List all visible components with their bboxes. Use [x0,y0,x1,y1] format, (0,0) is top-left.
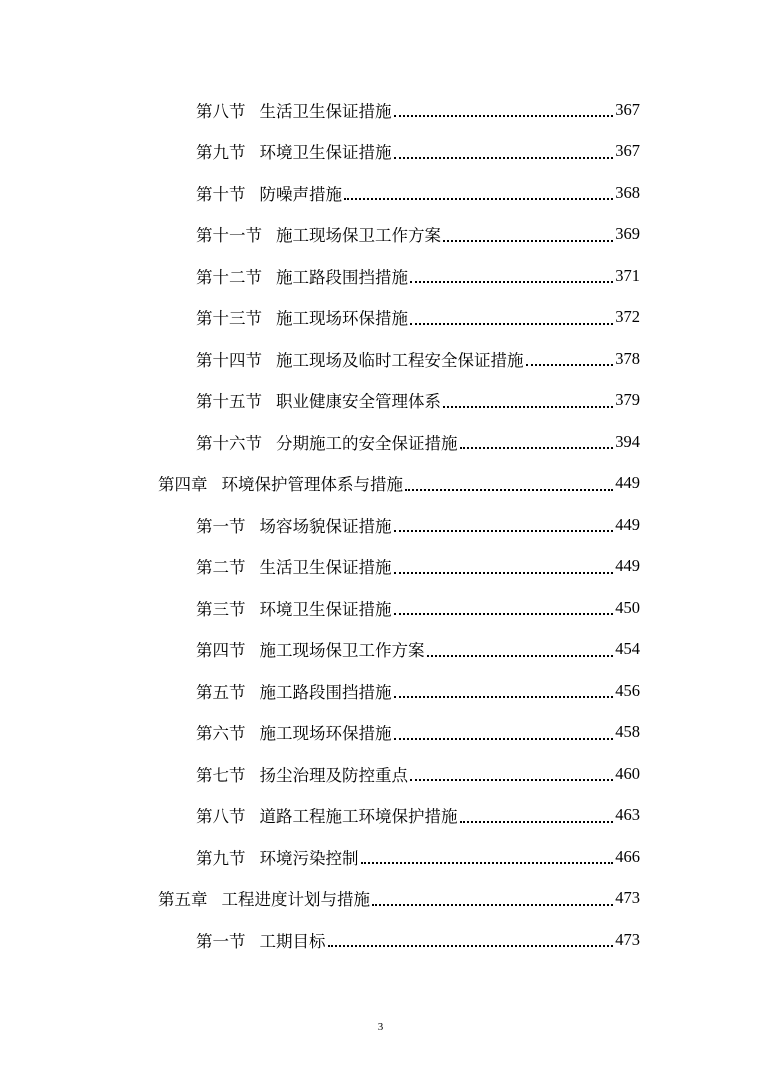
toc-entry[interactable] [0,214,640,256]
toc-entry[interactable] [0,712,640,754]
toc-leader-dots [405,488,613,491]
toc-entry-page: 473 [615,888,640,908]
toc-leader-dots [394,571,614,574]
toc-entry[interactable] [0,504,640,546]
toc-entry-title: 施工现场环保措施 [276,309,408,329]
toc-leader-dots [394,612,614,615]
toc-chapter-entry[interactable] [0,878,640,920]
toc-entry-title: 施工现场环保措施 [259,724,392,744]
toc-leader-dots [460,446,614,449]
page-number: 3 [377,1021,384,1033]
toc-entry-number: 第八节 [196,807,246,827]
toc-entry[interactable] [0,587,640,629]
toc-entry-title: 环境卫生保证措施 [259,599,392,619]
toc-entry-number: 第十三节 [196,309,262,329]
toc-leader-dots [361,861,614,864]
toc-chapter-entry[interactable] [0,463,640,505]
toc-leader-dots [394,114,614,117]
toc-leader-dots [394,695,614,698]
toc-entry-title: 环境卫生保证措施 [259,143,392,163]
toc-entry-page: 369 [615,224,640,244]
toc-entry-title: 道路工程施工环境保护措施 [259,807,458,827]
toc-entry-page: 367 [615,141,640,161]
toc-entry-page: 367 [615,99,640,119]
toc-entry-page: 450 [615,597,640,617]
toc-entry[interactable] [0,131,640,173]
toc-entry-number: 第十六节 [196,433,262,453]
toc-entry-page: 456 [615,680,640,700]
toc-entry[interactable] [0,629,640,671]
toc-entry-page: 449 [615,514,640,534]
toc-entry-page: 449 [615,473,640,493]
toc-entry[interactable] [0,795,640,837]
toc-entry-title: 生活卫生保证措施 [259,558,392,578]
toc-entry-title: 施工路段围挡措施 [259,682,392,702]
toc-leader-dots [410,778,613,781]
toc-entry-page: 394 [615,431,640,451]
toc-entry-number: 第一节 [196,516,246,536]
toc-leader-dots [394,737,614,740]
toc-entry-page: 378 [615,348,640,368]
toc-leader-dots [443,405,613,408]
toc-entry-number: 第六节 [196,724,246,744]
toc-entry-page: 454 [615,639,640,659]
toc-entry-page: 460 [615,763,640,783]
toc-entry-title: 职业健康安全管理体系 [276,392,441,412]
toc-entry-title: 环境保护管理体系与措施 [221,475,403,495]
toc-entry-number: 第四章 [158,475,208,495]
toc-entry-page: 473 [615,929,640,949]
toc-entry-title: 施工现场保卫工作方案 [259,641,425,661]
toc-leader-dots [372,903,613,906]
toc-leader-dots [443,239,613,242]
toc-entry-page: 379 [615,390,640,410]
toc-entry[interactable] [0,421,640,463]
toc-leader-dots [526,363,614,366]
toc-entry-title: 分期施工的安全保证措施 [276,433,458,453]
toc-entry-title: 场容场貌保证措施 [259,516,392,536]
toc-entry-number: 第三节 [196,599,246,619]
toc-entry-number: 第一节 [196,931,246,951]
toc-entry-number: 第八节 [196,101,246,121]
toc-entry-number: 第十节 [196,184,246,204]
toc-leader-dots [460,820,614,823]
toc-leader-dots [328,944,614,947]
toc-entry-number: 第二节 [196,558,246,578]
toc-entry-page: 371 [615,265,640,285]
toc-entry-page: 372 [615,307,640,327]
toc-entry-number: 第十五节 [196,392,262,412]
toc-entry-title: 防噪声措施 [259,184,342,204]
table-of-contents [0,89,761,961]
toc-entry[interactable] [0,670,640,712]
toc-entry-page: 466 [615,846,640,866]
toc-entry[interactable] [0,836,640,878]
toc-entry-number: 第九节 [196,848,246,868]
toc-leader-dots [427,654,614,657]
toc-entry-title: 扬尘治理及防控重点 [259,765,408,785]
toc-leader-dots [410,280,613,283]
toc-entry[interactable] [0,919,640,961]
toc-entry-number: 第九节 [196,143,246,163]
toc-entry[interactable] [0,753,640,795]
toc-entry-title: 施工路段围挡措施 [276,267,408,287]
toc-entry[interactable] [0,89,640,131]
toc-entry-title: 环境污染控制 [259,848,359,868]
toc-leader-dots [394,529,614,532]
toc-entry-number: 第五节 [196,682,246,702]
toc-entry-title: 施工现场及临时工程安全保证措施 [276,350,524,370]
toc-entry-number: 第十一节 [196,226,262,246]
toc-entry-title: 工程进度计划与措施 [221,890,370,910]
toc-entry-page: 449 [615,556,640,576]
toc-entry[interactable] [0,380,640,422]
toc-entry-title: 施工现场保卫工作方案 [276,226,441,246]
toc-entry-number: 第十四节 [196,350,262,370]
toc-entry-page: 368 [615,182,640,202]
toc-leader-dots [394,156,614,159]
toc-entry-page: 458 [615,722,640,742]
toc-entry[interactable] [0,546,640,588]
toc-entry[interactable] [0,338,640,380]
toc-leader-dots [410,322,613,325]
toc-leader-dots [344,197,613,200]
toc-entry[interactable] [0,255,640,297]
toc-entry[interactable] [0,297,640,339]
toc-entry-number: 第十二节 [196,267,262,287]
toc-entry-title: 生活卫生保证措施 [259,101,392,121]
toc-entry-number: 第七节 [196,765,246,785]
toc-entry-page: 463 [615,805,640,825]
toc-entry-number: 第四节 [196,641,246,661]
toc-entry-number: 第五章 [158,890,208,910]
toc-entry[interactable] [0,172,640,214]
toc-entry-title: 工期目标 [259,931,326,951]
